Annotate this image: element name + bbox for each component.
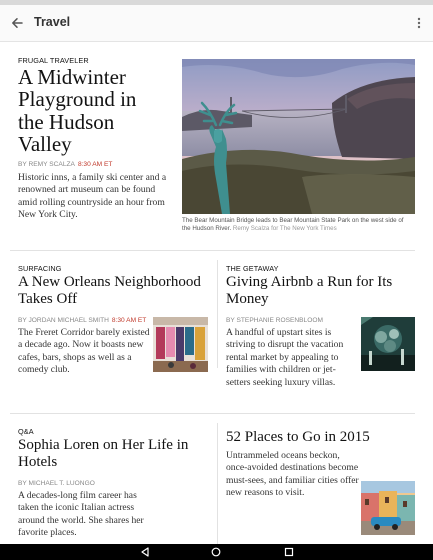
hero-summary: Historic inns, a family ski center and a renowned art museum can be found amid rolling countryside an hour from New York City.: [18, 172, 167, 221]
caption-text: The Bear Mountain Bridge leads to Bear Mountain State Park on the west side of the Hudson River.: [182, 217, 404, 233]
qa-headline[interactable]: Sophia Loren on Her Life in Hotels: [18, 437, 189, 470]
surfacing-byline: [18, 317, 146, 324]
qa-summary: A decades-long film career has taken the iconic Italian actress around the world. She shares her favorite places.: [18, 490, 144, 539]
overflow-menu-button[interactable]: [411, 11, 427, 35]
qa-kicker: Q&A: [18, 427, 34, 436]
byline-author: BY REMY SCALZA: [18, 161, 75, 168]
hero-photo[interactable]: [182, 59, 415, 214]
nav-home-icon: [211, 547, 221, 557]
surfacing-kicker: SURFACING: [18, 264, 62, 273]
getaway-kicker: THE GETAWAY: [226, 264, 279, 273]
back-arrow-icon: [11, 17, 23, 29]
getaway-byline: BY STEPHANIE ROSENBLOOM: [226, 317, 323, 324]
boutique-shop-photo: [153, 317, 208, 372]
surfacing-summary: The Freret Corridor barely existed a decade ago. Now it boasts new cafes, bars, shops as well as a comedy club.: [18, 327, 150, 376]
getaway-headline[interactable]: Giving Airbnb a Run for Its Money: [226, 274, 393, 307]
hero-headline-line: A Midwinter: [18, 65, 126, 89]
nav-recents-icon: [284, 547, 294, 557]
hero-headline[interactable]: [18, 66, 178, 155]
hero-headline-line: the Hudson: [18, 109, 115, 134]
hero-headline-line: Valley: [18, 131, 72, 156]
hero-byline: [18, 161, 112, 168]
surfacing-thumbnail[interactable]: [153, 317, 208, 372]
luxury-villa-photo: [361, 317, 415, 371]
hero-headline-line: Playground in: [18, 87, 137, 112]
divider: [10, 250, 415, 251]
section-title: Travel: [34, 15, 71, 29]
surfacing-headline[interactable]: A New Orleans Neighborhood Takes Off: [18, 274, 201, 307]
hero-caption: [182, 217, 412, 234]
bear-mountain-bridge-photo: [182, 59, 415, 214]
divider: [10, 413, 415, 414]
system-nav-bar: [0, 544, 433, 560]
column-divider: [217, 423, 218, 544]
nav-home-button[interactable]: [210, 546, 222, 558]
photo-credit: Remy Scalza for The New York Times: [232, 225, 337, 233]
nav-recents-button[interactable]: [283, 546, 295, 558]
getaway-summary: A handful of upstart sites is striving to disrupt the vacation rental market by appealing to families with children or jet-setters seeking luxury villas.: [226, 327, 344, 388]
places-headline[interactable]: 52 Places to Go in 2015: [226, 429, 370, 445]
app-bar: [0, 5, 433, 42]
column-divider: [217, 260, 218, 368]
byline-time: 8:30 AM ET: [77, 161, 113, 168]
places-thumbnail[interactable]: [361, 481, 415, 535]
qa-byline: BY MICHAEL T. LUONGO: [18, 480, 95, 487]
getaway-thumbnail[interactable]: [361, 317, 415, 371]
havana-street-photo: [361, 481, 415, 535]
hero-kicker: FRUGAL TRAVELER: [18, 56, 89, 65]
back-button[interactable]: [6, 11, 28, 35]
more-vert-icon: [417, 17, 421, 29]
nav-back-icon: [140, 547, 150, 557]
byline-time: 8:30 AM ET: [111, 317, 147, 324]
byline-author: BY JORDAN MICHAEL SMITH: [18, 317, 109, 324]
nav-back-button[interactable]: [139, 546, 151, 558]
places-summary: Untrammeled oceans beckon, once-avoided destinations become must-sees, and familiar cities offer new reasons to visit.: [226, 450, 359, 499]
article-list[interactable]: [0, 42, 433, 544]
